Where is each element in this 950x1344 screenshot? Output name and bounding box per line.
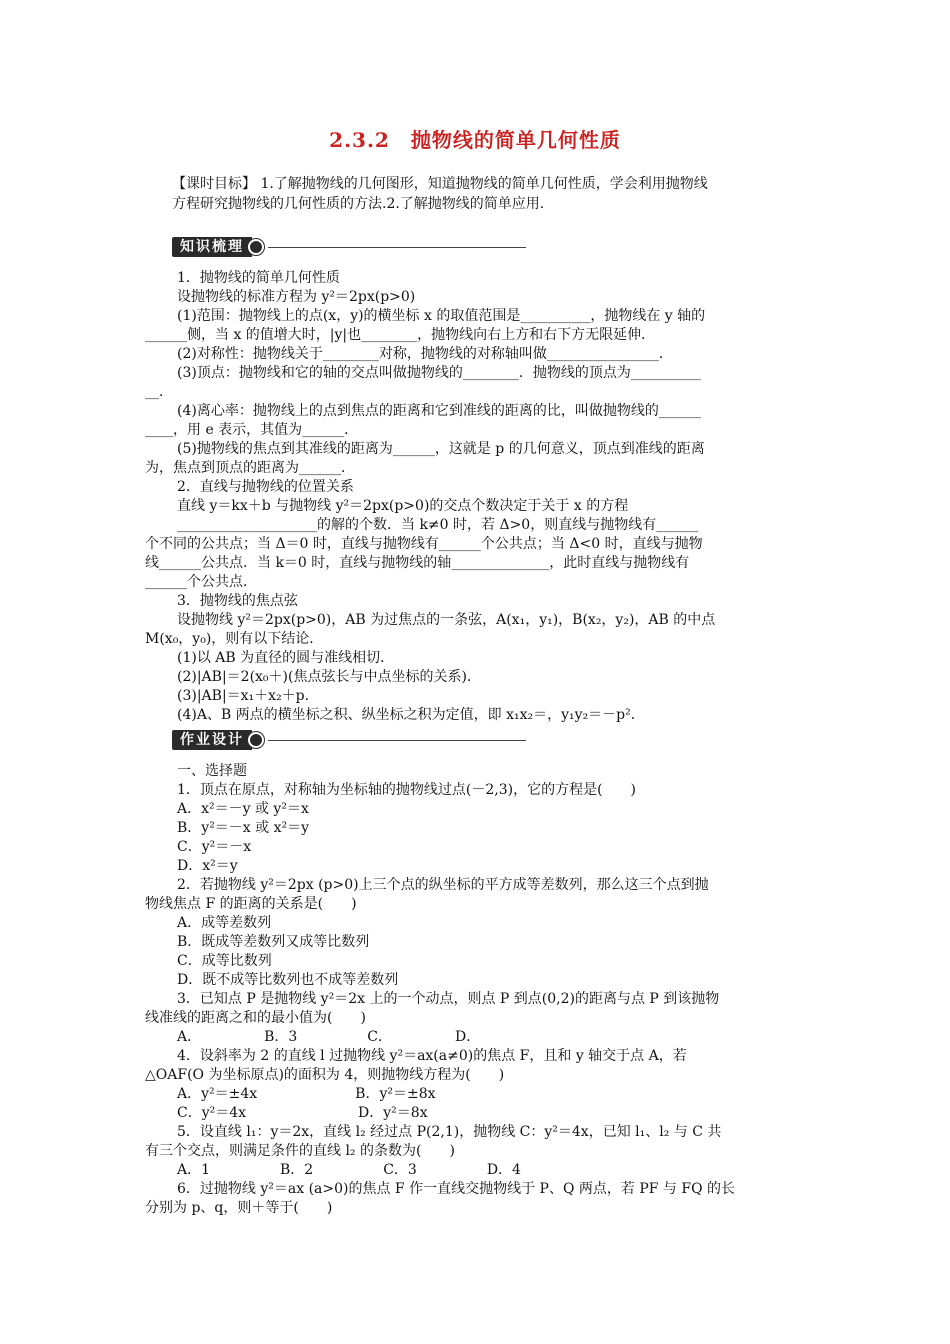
section-rule <box>268 247 526 248</box>
goal-label: 【课时目标】 <box>172 176 256 192</box>
text-line: 2．直线与抛物线的位置关系 <box>177 479 354 495</box>
question-stem: 1．顶点在原点，对称轴为坐标轴的抛物线过点(－2,3)，它的方程是( ) <box>177 782 637 798</box>
section-label: 知识梳理 <box>172 237 252 257</box>
section-header-homework <box>172 729 526 751</box>
option: C．y²＝4x D．y²＝8x <box>177 1105 428 1121</box>
text-line: (1)以 AB 为直径的圆与准线相切． <box>177 650 395 666</box>
option: D．既不成等比数列也不成等差数列 <box>177 972 399 988</box>
knowledge-section <box>145 269 805 725</box>
text-line: 为，焦点到顶点的距离为______． <box>145 460 355 476</box>
text-line: ______侧，当 x 的值增大时，|y|也________，抛物线向右上方和右下方无限延伸． <box>145 327 656 343</box>
question-stem: 2．若抛物线 y²＝2px (p>0)上三个点的纵坐标的平方成等差数列，那么这三个点到抛 <box>177 877 709 893</box>
goal-line-1: 【课时目标】 1.了解抛物线的几何图形，知道抛物线的简单几何性质，学会利用抛物线 <box>172 176 708 192</box>
text-line: (3)|AB|＝x₁＋x₂＋p． <box>177 688 319 704</box>
section-header-knowledge <box>172 236 526 258</box>
text-line: 个不同的公共点；当 Δ＝0 时，直线与抛物线有______个公共点；当 Δ<0 时，直线与抛物 <box>145 536 703 552</box>
text-line: 物线焦点 F 的距离的关系是( ) <box>145 896 357 912</box>
bullet-icon <box>248 732 264 748</box>
bullet-icon <box>248 239 264 255</box>
text-line: (2)对称性：抛物线关于________对称，抛物线的对称轴叫做________________． <box>177 346 673 362</box>
option: A．成等差数列 <box>177 915 272 931</box>
text-line: 分别为 p、q，则＋等于( ) <box>145 1200 333 1216</box>
section-label: 作业设计 <box>172 730 252 750</box>
section-rule <box>268 740 526 741</box>
question-stem: 6．过抛物线 y²＝ax (a>0)的焦点 F 作一直线交抛物线于 P、Q 两点，若 PF 与 FQ 的长 <box>177 1181 736 1197</box>
text-line: 直线 y＝kx＋b 与抛物线 y²＝2px(p>0)的交点个数决定于关于 x 的方程 <box>177 498 629 514</box>
option: C．成等比数列 <box>177 953 272 969</box>
option: C．y²＝－x <box>177 839 252 855</box>
option: A．x²＝－y 或 y²＝x <box>177 801 309 817</box>
text-line: 有三个交点，则满足条件的直线 l₂ 的条数为( ) <box>145 1143 455 1159</box>
text-line: ____________________的解的个数．当 k≠0 时，若 Δ>0，则直线与抛物线有______ <box>177 517 699 533</box>
question-stem: 4．设斜率为 2 的直线 l 过抛物线 y²＝ax(a≠0)的焦点 F，且和 y 轴交于点 A，若 <box>177 1048 687 1064</box>
text-line: 线准线的距离之和的最小值为( ) <box>145 1010 366 1026</box>
question-stem: 5．设直线 l₁：y＝2x，直线 l₂ 经过点 P(2,1)，抛物线 C：y²＝4x，已知 l₁、l₂ 与 C 共 <box>177 1124 722 1140</box>
text-line: 设抛物线的标准方程为 y²＝2px(p>0) <box>177 289 416 305</box>
goal-line-2: 方程研究抛物线的几何性质的方法.2.了解抛物线的简单应用. <box>172 196 545 212</box>
text-line: ____，用 e 表示，其值为______． <box>145 422 359 438</box>
text-line: (3)顶点：抛物线和它的轴的交点叫做抛物线的________．抛物线的顶点为__________ <box>177 365 701 381</box>
text-line: (2)|AB|＝2(x₀＋)(焦点弦长与中点坐标的关系)． <box>177 669 481 685</box>
lesson-goal <box>172 174 808 214</box>
text-line: (4)A、B 两点的横坐标之积、纵坐标之积为定值，即 x₁x₂＝，y₁y₂＝－p²． <box>177 707 645 723</box>
option: D．x²＝y <box>177 858 238 874</box>
text-line: △OAF(O 为坐标原点)的面积为 4，则抛物线方程为( ) <box>145 1067 505 1083</box>
option: A．1 B．2 C．3 D．4 <box>177 1162 521 1178</box>
text-line: ______个公共点． <box>145 574 257 590</box>
text-line: 1．抛物线的简单几何性质 <box>177 270 340 286</box>
option: A．y²＝±4x B．y²＝±8x <box>177 1086 436 1102</box>
page-title: 2.3.2 抛物线的简单几何性质 <box>329 128 621 152</box>
text-line: 设抛物线 y²＝2px(p>0)，AB 为过焦点的一条弦，A(x₁，y₁)，B(x₂，y₂)，AB 的中点 <box>177 612 716 628</box>
text-line: 一、选择题 <box>177 763 247 779</box>
option: B．既成等差数列又成等比数列 <box>177 934 370 950</box>
homework-section <box>145 762 805 1218</box>
option: A． B．3 C． D． <box>177 1029 481 1045</box>
text-line: 线______公共点．当 k＝0 时，直线与抛物线的轴______________，此时直线与抛物线有 <box>145 555 690 571</box>
text-line: __． <box>145 384 173 400</box>
option: B．y²＝－x 或 x²＝y <box>177 820 310 836</box>
text-line: (1)范围：抛物线上的点(x，y)的横坐标 x 的取值范围是__________，抛物线在 y 轴的 <box>177 308 706 324</box>
text-line: (4)离心率：抛物线上的点到焦点的距离和它到准线的距离的比，叫做抛物线的______ <box>177 403 701 419</box>
text-line: (5)抛物线的焦点到其准线的距离为______，这就是 p 的几何意义，顶点到准线的距离 <box>177 441 705 457</box>
text-line: 3．抛物线的焦点弦 <box>177 593 298 609</box>
text-line: M(x₀，y₀)，则有以下结论． <box>145 631 324 647</box>
question-stem: 3．已知点 P 是抛物线 y²＝2x 上的一个动点，则点 P 到点(0,2)的距离与点 P 到该抛物 <box>177 991 720 1007</box>
